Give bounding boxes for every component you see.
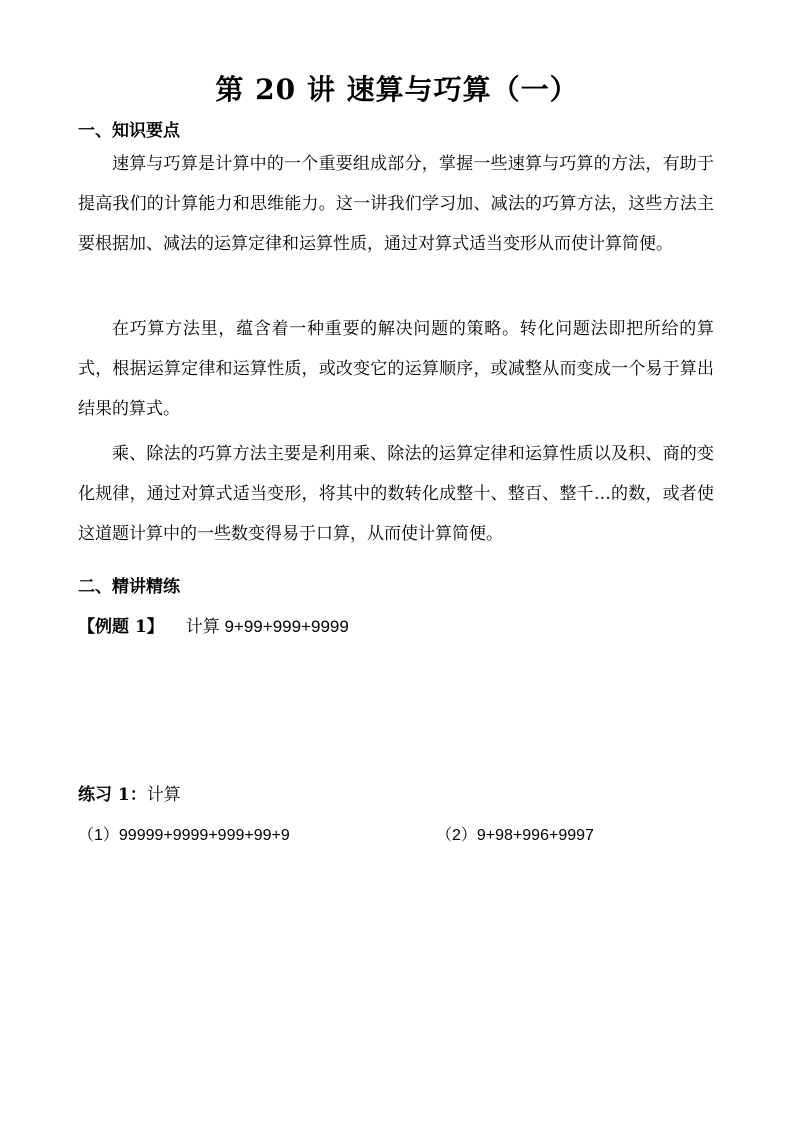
page-title: 第 20 讲 速算与巧算（一）: [215, 73, 579, 106]
practice-1-item-2: （2）9+98+996+9997: [436, 827, 594, 844]
example-1: [78, 612, 349, 637]
practice-1-item-1: （1）99999+9999+999+99+9: [78, 827, 290, 844]
paragraph-2: 在巧算方法里，蕴含着一种重要的解决问题的策略。转化问题法即把所给的算式，根据运算定律和运算性质，或改变它的运算顺序，或减整从而变成一个易于算出结果的算式。: [78, 319, 714, 419]
paragraph-1: 速算与巧算是计算中的一个重要组成部分，掌握一些速算与巧算的方法，有助于提高我们的计算能力和思维能力。这一讲我们学习加、减法的巧算方法，这些方法主要根据加、减法的运算定律和运算性质，通过对算式适当变形从而使计算简便。: [78, 154, 714, 254]
section-heading-knowledge: 一、知识要点: [78, 121, 180, 141]
section-heading-practice: 二、精讲精练: [78, 577, 180, 597]
example-1-label: 【例题 1】: [78, 617, 164, 637]
example-1-text: 计算 9+99+999+9999: [185, 617, 349, 636]
paragraph-3: 乘、除法的巧算方法主要是利用乘、除法的运算定律和运算性质以及积、商的变化规律，通过对算式适当变形，将其中的数转化成整十、整百、整千…的数，或者使这道题计算中的一些数变得易于口算，从而使计算简便。: [78, 444, 714, 544]
practice-1-label: 练习 1：: [78, 785, 147, 805]
practice-1-text: 计算: [146, 785, 181, 805]
practice-1-title: [78, 780, 181, 805]
